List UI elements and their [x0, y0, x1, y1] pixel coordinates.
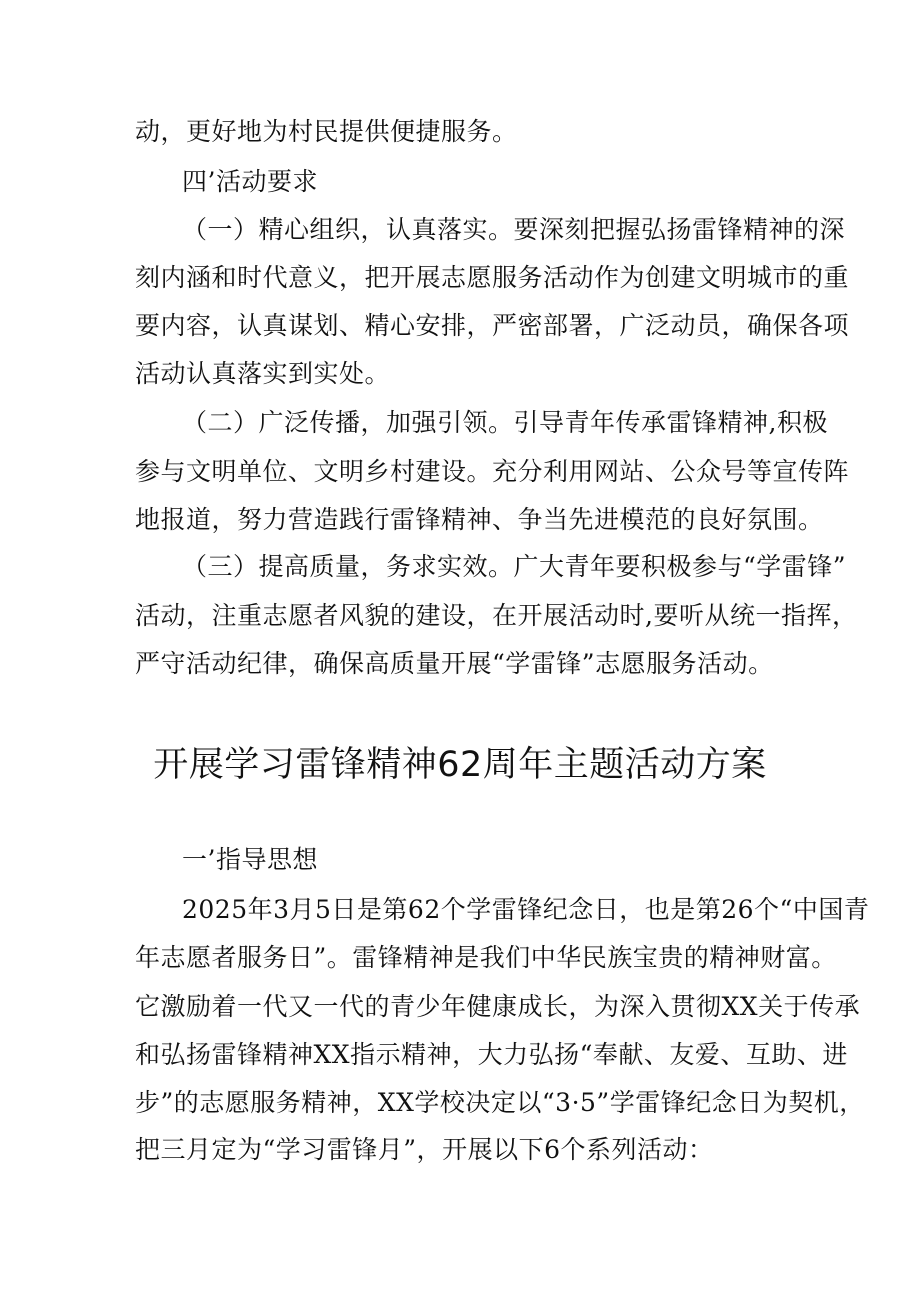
- paragraph-line: 活动认真落实到实处。: [135, 359, 391, 388]
- paragraph-line: 和弘扬雷锋精神XX指示精神，大力弘扬“奉献、友爱、互助、进: [135, 1040, 848, 1069]
- paragraph-line: 刻内涵和时代意义，把开展志愿服务活动作为创建文明城市的重: [135, 263, 850, 292]
- paragraph-line: 活动，注重志愿者风貌的建设，在开展活动时,要听从统一指挥，: [135, 601, 858, 630]
- paragraph-line: 要内容，认真谋划、精心安排，严密部署，广泛动员，确保各项: [135, 311, 850, 340]
- section-heading-requirements: 四’活动要求: [182, 167, 318, 196]
- paragraph-line: 把三月定为“学习雷锋月”，开展以下6个系列活动：: [135, 1135, 714, 1164]
- paragraph-line: 年志愿者服务日”。雷锋精神是我们中华民族宝贵的精神财富。: [135, 943, 837, 972]
- paragraph-line: 它激励着一代又一代的青少年健康成长，为深入贯彻XX关于传承: [135, 992, 861, 1021]
- paragraph-line: 参与文明单位、文明乡村建设。充分利用网站、公众号等宣传阵: [135, 457, 850, 486]
- paragraph-line: 步”的志愿服务精神，XX学校决定以“3·5”学雷锋纪念日为契机，: [135, 1088, 865, 1117]
- paragraph-line: （三）提高质量，务求实效。广大青年要积极参与“学雷锋”: [182, 552, 847, 581]
- section-heading-guiding-ideology: 一’指导思想: [182, 845, 318, 874]
- paragraph-line: （二）广泛传播，加强引领。引导青年传承雷锋精神,积极: [182, 408, 828, 437]
- paragraph-line: 严守活动纪律，确保高质量开展“学雷锋”志愿服务活动。: [135, 649, 774, 678]
- paragraph-continuation: 动，更好地为村民提供便捷服务。: [135, 117, 518, 146]
- paragraph-line: 地报道，努力营造践行雷锋精神、争当先进模范的良好氛围。: [135, 505, 824, 534]
- document-title: 开展学习雷锋精神62周年主题活动方案: [153, 745, 767, 785]
- paragraph-line: （一）精心组织，认真落实。要深刻把握弘扬雷锋精神的深: [182, 215, 846, 244]
- paragraph-line: 2025年3月5日是第62个学雷锋纪念日，也是第26个“中国青: [182, 895, 870, 924]
